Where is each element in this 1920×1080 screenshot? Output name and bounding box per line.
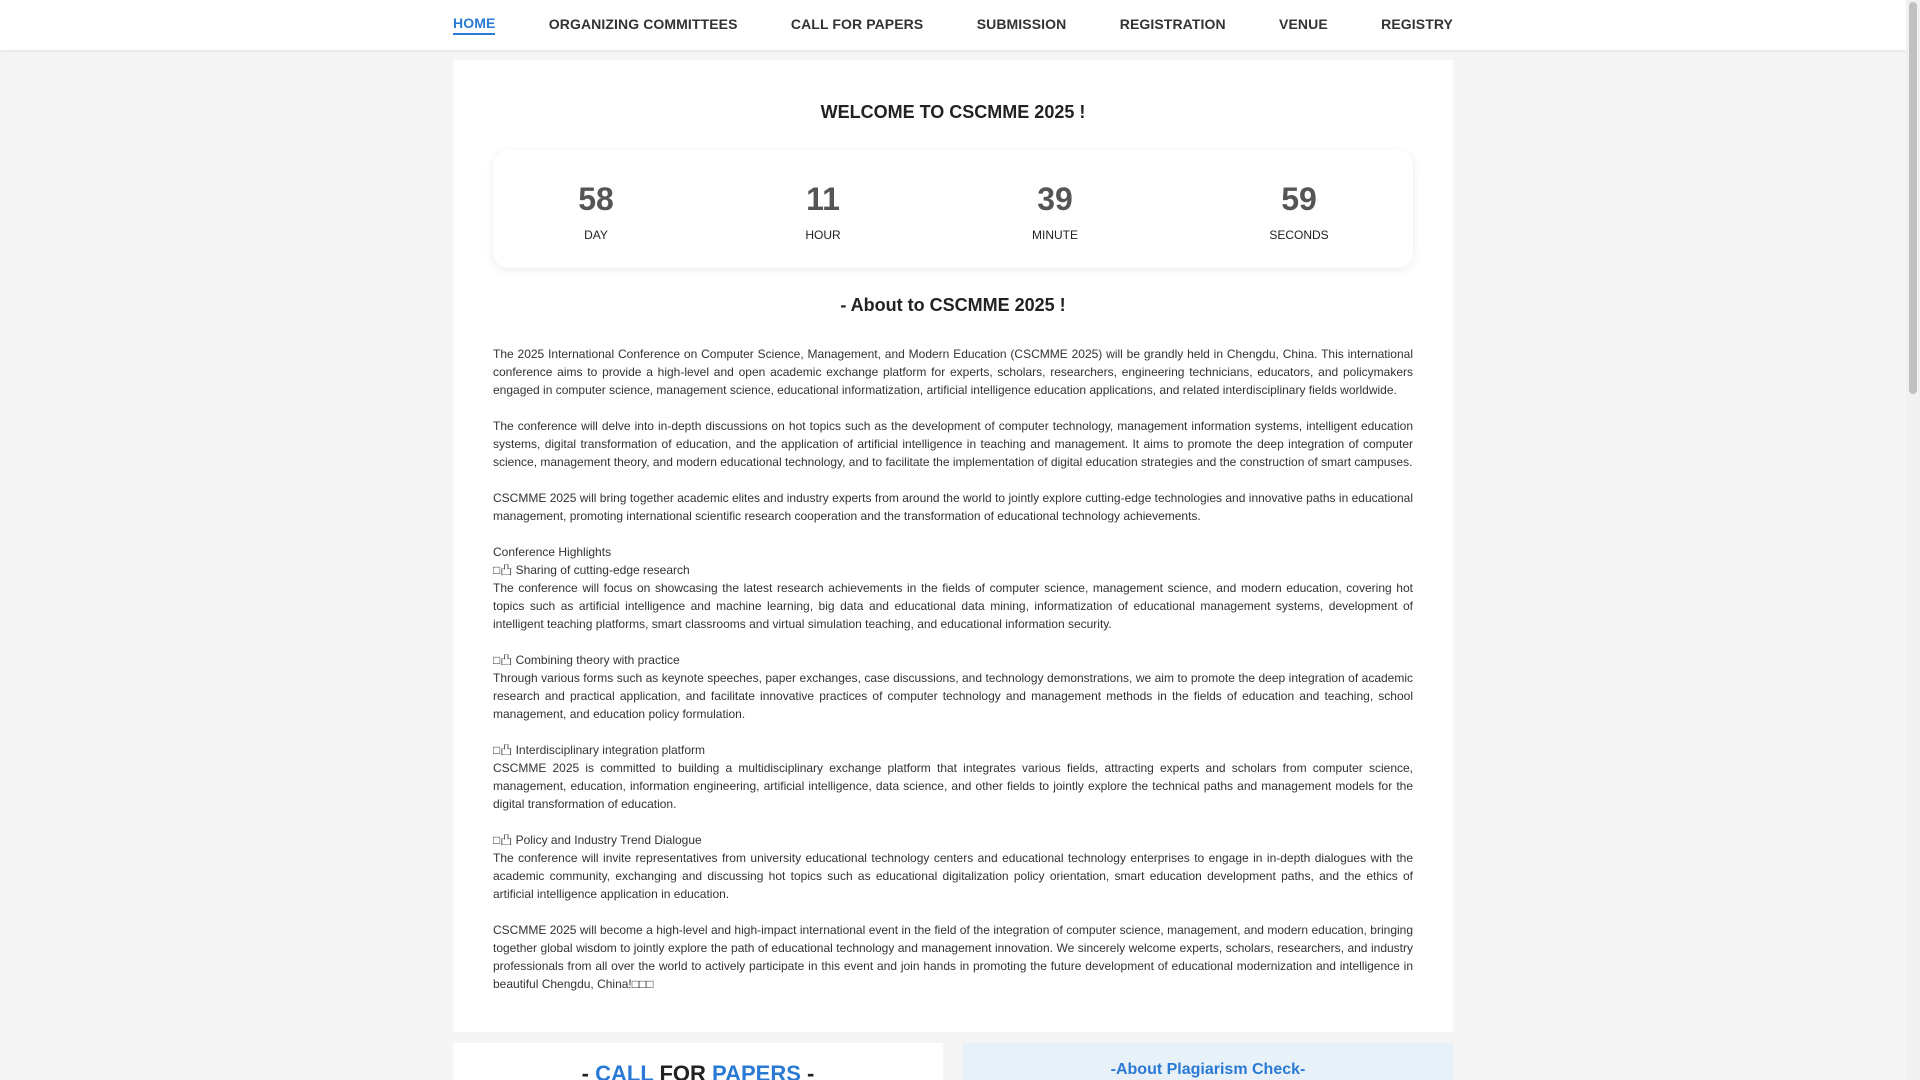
about-paragraph: The conference will delve into in-depth discussions on hot topics such as the development of computer technology, management information systems, intelligent education systems, digital transformation of education, and the application of artificial intelligence in teaching and management. It aims to promote the deep integration of computer science, management theory, and modern educational technology, and to facilitate the implementation of digital education strategies and the construction of smart campuses. (493, 419, 1413, 469)
nav-item-call-for-papers[interactable]: CALL FOR PAPERS (790, 16, 924, 32)
countdown-minute (995, 180, 1115, 242)
cfp-word-papers: PAPERS (712, 1061, 801, 1080)
nav-item-registration[interactable]: REGISTRATION (1119, 16, 1226, 32)
cfp-word-call: CALL (595, 1061, 654, 1080)
highlight-title: □凸 Interdisciplinary integration platform (493, 743, 706, 757)
about-paragraph: CSCMME 2025 will bring together academic elites and industry experts from around the world to jointly explore cutting-edge technologies and innovative paths in educational management, promoting international scientific research cooperation and the transformation of educational technology achievements. (493, 491, 1413, 523)
welcome-title: WELCOME TO CSCMME 2025 ! (820, 102, 1086, 122)
nav-menu (453, 0, 1453, 50)
about-paragraph: The 2025 International Conference on Computer Science, Management, and Modern Education (CSCMME 2025) will be grandly held in Chengdu, China. This international conference aims to provide a high-level and open academic exchange platform for experts, scholars, researchers, engineering technicians, educators, and policymakers engaged in computer science, management science, educational informatization, artificial intelligence education applications, and related interdisciplinary fields worldwide. (493, 347, 1413, 397)
countdown-hour (763, 180, 883, 242)
plagiarism-check-title: -About Plagiarism Check- (1110, 1061, 1306, 1078)
nav-item-organizing-committees[interactable]: ORGANIZING COMMITTEES (548, 16, 738, 32)
scrollbar-thumb[interactable] (1909, 2, 1917, 394)
countdown-day (536, 180, 656, 242)
highlights-heading: Conference Highlights (493, 545, 612, 559)
countdown-seconds-value: 59 (1281, 181, 1317, 217)
page-scrollbar[interactable] (1906, 0, 1920, 1080)
nav-item-home[interactable]: HOME (453, 15, 495, 35)
call-for-papers-card (453, 1043, 943, 1080)
nav-item-registry[interactable]: REGISTRY (1381, 16, 1453, 32)
countdown-minute-label: MINUTE (1032, 228, 1078, 242)
countdown-seconds-label: SECONDS (1269, 228, 1329, 242)
countdown-hour-label: HOUR (805, 228, 841, 242)
highlight-text: The conference will invite representatives from university educational technology centers and educational technology enterprises to engage in in-depth dialogues with the academic community, exchanging and discussing hot topics such as educational digitalization policy orientation, smart education development paths, and the ethics of artificial intelligence application in education. (493, 851, 1413, 901)
nav-item-venue[interactable]: VENUE (1279, 16, 1328, 32)
countdown-day-value: 58 (578, 181, 614, 217)
countdown-hour-value: 11 (806, 181, 840, 217)
welcome-card (453, 60, 1453, 1032)
about-content (493, 345, 1413, 1011)
highlight-text: Through various forms such as keynote speeches, paper exchanges, case discussions, and technology demonstrations, we aim to promote the deep integration of academic research and practical application, and facilitate innovative practices of computer technology and management methods in the fields of education and teaching, school management, and education policy formulation. (493, 671, 1413, 721)
top-navbar (0, 0, 1906, 50)
highlight-title: □凸 Policy and Industry Trend Dialogue (493, 833, 702, 847)
highlight-text: The conference will focus on showcasing the latest research achievements in the fields of computer science, management science, and modern education, covering hot topics such as artificial intelligence and machine learning, big data and educational data mining, informatization of educational management systems, development of intelligent teaching platforms, smart classrooms and virtual simulation teaching, and educational information security. (493, 581, 1413, 631)
highlight-title: □凸 Combining theory with practice (493, 653, 680, 667)
countdown-timer (493, 150, 1413, 268)
about-title: - About to CSCMME 2025 ! (840, 295, 1066, 315)
highlight-title: □凸 Sharing of cutting-edge research (493, 563, 690, 577)
countdown-day-label: DAY (584, 228, 608, 242)
cfp-suffix: - (800, 1061, 815, 1080)
closing-paragraph: CSCMME 2025 will become a high-level and high-impact international event in the field of the integration of computer science, management, and modern education, bringing together global wisdom to jointly explore the path of educational technology and management innovation. We sincerely welcome experts, scholars, researchers, and industry professionals from all over the world to actively participate in this event and join hands in promoting the future development of educational modernization and intelligence in beautiful Chengdu, China!□□□ (493, 923, 1413, 991)
plagiarism-check-card (963, 1043, 1453, 1080)
cfp-prefix: - (581, 1061, 596, 1080)
cfp-word-for: FOR (653, 1061, 713, 1080)
countdown-minute-value: 39 (1037, 181, 1073, 217)
countdown-seconds (1239, 180, 1359, 242)
call-for-papers-title (453, 1061, 943, 1080)
highlight-text: CSCMME 2025 is committed to building a multidisciplinary exchange platform that integrates various fields, attracting experts and scholars from computer science, management, education, information engineering, artificial intelligence, data science, and other fields to jointly explore the technical paths and management models for the digital transformation of education. (493, 761, 1413, 811)
nav-item-submission[interactable]: SUBMISSION (976, 16, 1067, 32)
